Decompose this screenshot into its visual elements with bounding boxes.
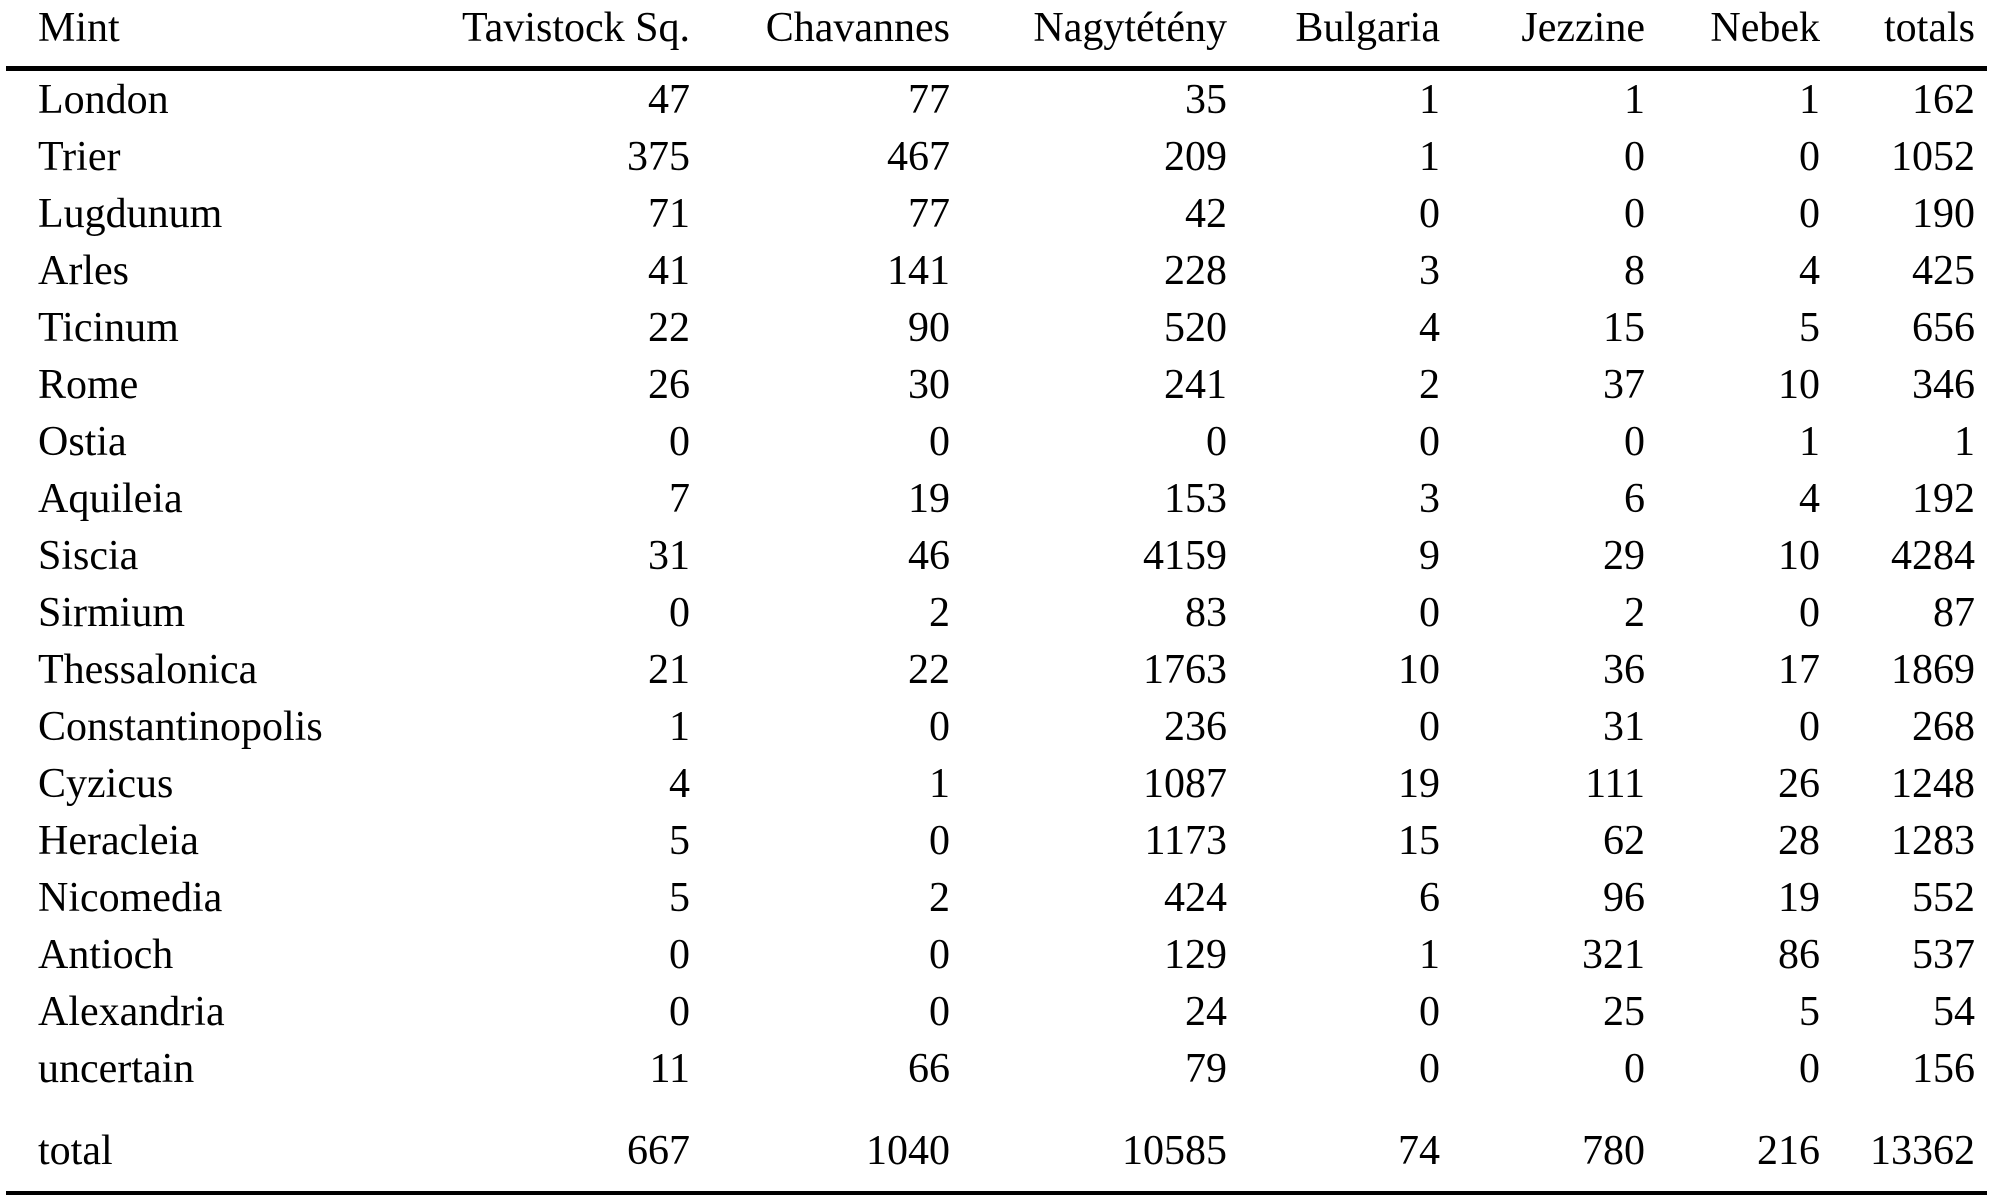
count-cell: 1: [1954, 418, 1975, 465]
count-cell: 1763: [1143, 646, 1227, 693]
count-cell: 0: [1419, 703, 1440, 750]
count-cell: 4: [669, 760, 690, 807]
count-cell: 0: [669, 418, 690, 465]
count-cell: 6: [1624, 475, 1645, 522]
count-cell: 0: [1799, 133, 1820, 180]
count-cell: 111: [1585, 760, 1645, 807]
count-cell: 5: [1799, 988, 1820, 1035]
count-cell: 1283: [1891, 817, 1975, 864]
count-cell: 66: [908, 1045, 950, 1092]
count-cell: 1248: [1891, 760, 1975, 807]
count-cell: 4: [1799, 475, 1820, 522]
table-row: [6, 1040, 1987, 1097]
total-count-cell: 667: [627, 1128, 690, 1175]
table-row: [6, 584, 1987, 641]
count-cell: 209: [1164, 133, 1227, 180]
total-label-cell: total: [38, 1128, 113, 1175]
count-cell: 192: [1912, 475, 1975, 522]
count-cell: 31: [1603, 703, 1645, 750]
mint-name-cell: Constantinopolis: [38, 703, 323, 750]
count-cell: 5: [1799, 304, 1820, 351]
count-cell: 62: [1603, 817, 1645, 864]
total-count-cell: 13362: [1870, 1128, 1975, 1175]
table-row: [6, 812, 1987, 869]
count-cell: 1: [1419, 133, 1440, 180]
count-cell: 47: [648, 76, 690, 123]
count-cell: 3: [1419, 247, 1440, 294]
count-cell: 656: [1912, 304, 1975, 351]
mint-name-cell: uncertain: [38, 1045, 195, 1092]
total-count-cell: 216: [1757, 1128, 1820, 1175]
table-row: [6, 242, 1987, 299]
count-cell: 46: [908, 532, 950, 579]
count-cell: 552: [1912, 874, 1975, 921]
table-row: [6, 641, 1987, 698]
count-cell: 0: [929, 817, 950, 864]
count-cell: 0: [1419, 1045, 1440, 1092]
count-cell: 236: [1164, 703, 1227, 750]
count-cell: 241: [1164, 361, 1227, 408]
mint-name-cell: Alexandria: [38, 988, 225, 1035]
count-cell: 1052: [1891, 133, 1975, 180]
table-row: [6, 983, 1987, 1040]
count-cell: 0: [1206, 418, 1227, 465]
count-cell: 90: [908, 304, 950, 351]
count-cell: 0: [1799, 589, 1820, 636]
table-row: [6, 698, 1987, 755]
count-cell: 424: [1164, 874, 1227, 921]
count-cell: 83: [1185, 589, 1227, 636]
table-row: [6, 128, 1987, 185]
count-cell: 17: [1778, 646, 1820, 693]
header-row: [6, 0, 1987, 69]
count-cell: 0: [1799, 703, 1820, 750]
count-cell: 26: [1778, 760, 1820, 807]
column-header: Nagytétény: [1033, 5, 1227, 51]
count-cell: 1869: [1891, 646, 1975, 693]
count-cell: 24: [1185, 988, 1227, 1035]
count-cell: 6: [1419, 874, 1440, 921]
count-cell: 4159: [1143, 532, 1227, 579]
total-count-cell: 74: [1398, 1128, 1440, 1175]
count-cell: 96: [1603, 874, 1645, 921]
count-cell: 268: [1912, 703, 1975, 750]
count-cell: 2: [1624, 589, 1645, 636]
count-cell: 0: [929, 418, 950, 465]
count-cell: 425: [1912, 247, 1975, 294]
column-header-mint: Mint: [38, 5, 120, 51]
count-cell: 10: [1778, 532, 1820, 579]
count-cell: 537: [1912, 931, 1975, 978]
count-cell: 0: [1624, 418, 1645, 465]
count-cell: 1: [1419, 931, 1440, 978]
count-cell: 0: [929, 931, 950, 978]
total-count-cell: 1040: [866, 1128, 950, 1175]
count-cell: 15: [1398, 817, 1440, 864]
count-cell: 19: [908, 475, 950, 522]
count-cell: 77: [908, 190, 950, 237]
table-row: [6, 356, 1987, 413]
count-cell: 15: [1603, 304, 1645, 351]
count-cell: 0: [1419, 988, 1440, 1035]
mint-name-cell: Thessalonica: [38, 646, 258, 693]
column-header: Chavannes: [765, 5, 950, 51]
count-cell: 71: [648, 190, 690, 237]
table-row: [6, 755, 1987, 812]
count-cell: 162: [1912, 76, 1975, 123]
count-cell: 30: [908, 361, 950, 408]
count-cell: 28: [1778, 817, 1820, 864]
count-cell: 79: [1185, 1045, 1227, 1092]
count-cell: 0: [1624, 133, 1645, 180]
count-cell: 2: [929, 874, 950, 921]
mint-name-cell: Ostia: [38, 418, 127, 465]
column-header: Nebek: [1710, 5, 1820, 51]
count-cell: 26: [648, 361, 690, 408]
count-cell: 321: [1582, 931, 1645, 978]
count-cell: 42: [1185, 190, 1227, 237]
mint-name-cell: Aquileia: [38, 475, 183, 522]
mint-name-cell: Ticinum: [38, 304, 179, 351]
count-cell: 11: [649, 1045, 690, 1092]
count-cell: 22: [908, 646, 950, 693]
count-cell: 467: [887, 133, 950, 180]
count-cell: 0: [1419, 190, 1440, 237]
count-cell: 0: [1624, 190, 1645, 237]
count-cell: 0: [1419, 589, 1440, 636]
table-row: [6, 869, 1987, 926]
total-count-cell: 780: [1582, 1128, 1645, 1175]
count-cell: 77: [908, 76, 950, 123]
count-cell: 346: [1912, 361, 1975, 408]
mint-distribution-table: [6, 0, 1987, 1195]
table-header: [6, 0, 1987, 69]
count-cell: 4284: [1891, 532, 1975, 579]
count-cell: 1: [929, 760, 950, 807]
count-cell: 36: [1603, 646, 1645, 693]
count-cell: 0: [669, 931, 690, 978]
count-cell: 54: [1933, 988, 1975, 1035]
count-cell: 0: [1624, 1045, 1645, 1092]
count-cell: 5: [669, 817, 690, 864]
table-row: [6, 527, 1987, 584]
table-row: [6, 413, 1987, 470]
count-cell: 87: [1933, 589, 1975, 636]
count-cell: 1: [1799, 76, 1820, 123]
count-cell: 8: [1624, 247, 1645, 294]
mint-name-cell: Trier: [38, 133, 121, 180]
count-cell: 5: [669, 874, 690, 921]
mint-name-cell: Rome: [38, 361, 139, 408]
count-cell: 10: [1398, 646, 1440, 693]
count-cell: 37: [1603, 361, 1645, 408]
count-cell: 1: [1419, 76, 1440, 123]
count-cell: 19: [1778, 874, 1820, 921]
count-cell: 0: [1419, 418, 1440, 465]
total-count-cell: 10585: [1122, 1128, 1227, 1175]
count-cell: 29: [1603, 532, 1645, 579]
count-cell: 0: [929, 703, 950, 750]
table-row: [6, 926, 1987, 983]
table-row: [6, 69, 1987, 129]
count-cell: 153: [1164, 475, 1227, 522]
count-cell: 141: [887, 247, 950, 294]
count-cell: 25: [1603, 988, 1645, 1035]
total-row: [6, 1097, 1987, 1195]
count-cell: 2: [1419, 361, 1440, 408]
count-cell: 1173: [1144, 817, 1227, 864]
count-cell: 22: [648, 304, 690, 351]
table-row: [6, 185, 1987, 242]
count-cell: 10: [1778, 361, 1820, 408]
table-row: [6, 470, 1987, 527]
column-header: totals: [1884, 5, 1975, 51]
count-cell: 31: [648, 532, 690, 579]
table-row: [6, 299, 1987, 356]
count-cell: 1: [1624, 76, 1645, 123]
count-cell: 21: [648, 646, 690, 693]
count-cell: 1: [1799, 418, 1820, 465]
count-cell: 520: [1164, 304, 1227, 351]
count-cell: 0: [669, 589, 690, 636]
count-cell: 9: [1419, 532, 1440, 579]
column-header: Jezzine: [1521, 5, 1645, 51]
count-cell: 375: [627, 133, 690, 180]
mint-name-cell: Arles: [38, 247, 129, 294]
count-cell: 4: [1419, 304, 1440, 351]
count-cell: 19: [1398, 760, 1440, 807]
count-cell: 228: [1164, 247, 1227, 294]
count-cell: 129: [1164, 931, 1227, 978]
count-cell: 0: [929, 988, 950, 1035]
mint-name-cell: London: [38, 76, 169, 123]
mint-name-cell: Antioch: [38, 931, 174, 978]
table-body: [6, 69, 1987, 1098]
mint-name-cell: Sirmium: [38, 589, 186, 636]
count-cell: 4: [1799, 247, 1820, 294]
column-header: Tavistock Sq.: [461, 5, 690, 51]
mint-name-cell: Siscia: [38, 532, 139, 579]
mint-name-cell: Nicomedia: [38, 874, 223, 921]
count-cell: 7: [669, 475, 690, 522]
column-header: Bulgaria: [1295, 5, 1440, 51]
count-cell: 1087: [1143, 760, 1227, 807]
count-cell: 3: [1419, 475, 1440, 522]
count-cell: 2: [929, 589, 950, 636]
count-cell: 35: [1185, 76, 1227, 123]
count-cell: 0: [1799, 190, 1820, 237]
mint-name-cell: Cyzicus: [38, 760, 174, 807]
count-cell: 156: [1912, 1045, 1975, 1092]
count-cell: 0: [669, 988, 690, 1035]
count-cell: 41: [648, 247, 690, 294]
count-cell: 0: [1799, 1045, 1820, 1092]
count-cell: 190: [1912, 190, 1975, 237]
mint-name-cell: Lugdunum: [38, 190, 223, 237]
count-cell: 1: [669, 703, 690, 750]
table-footer: [6, 1097, 1987, 1195]
mint-name-cell: Heracleia: [38, 817, 199, 864]
count-cell: 86: [1778, 931, 1820, 978]
